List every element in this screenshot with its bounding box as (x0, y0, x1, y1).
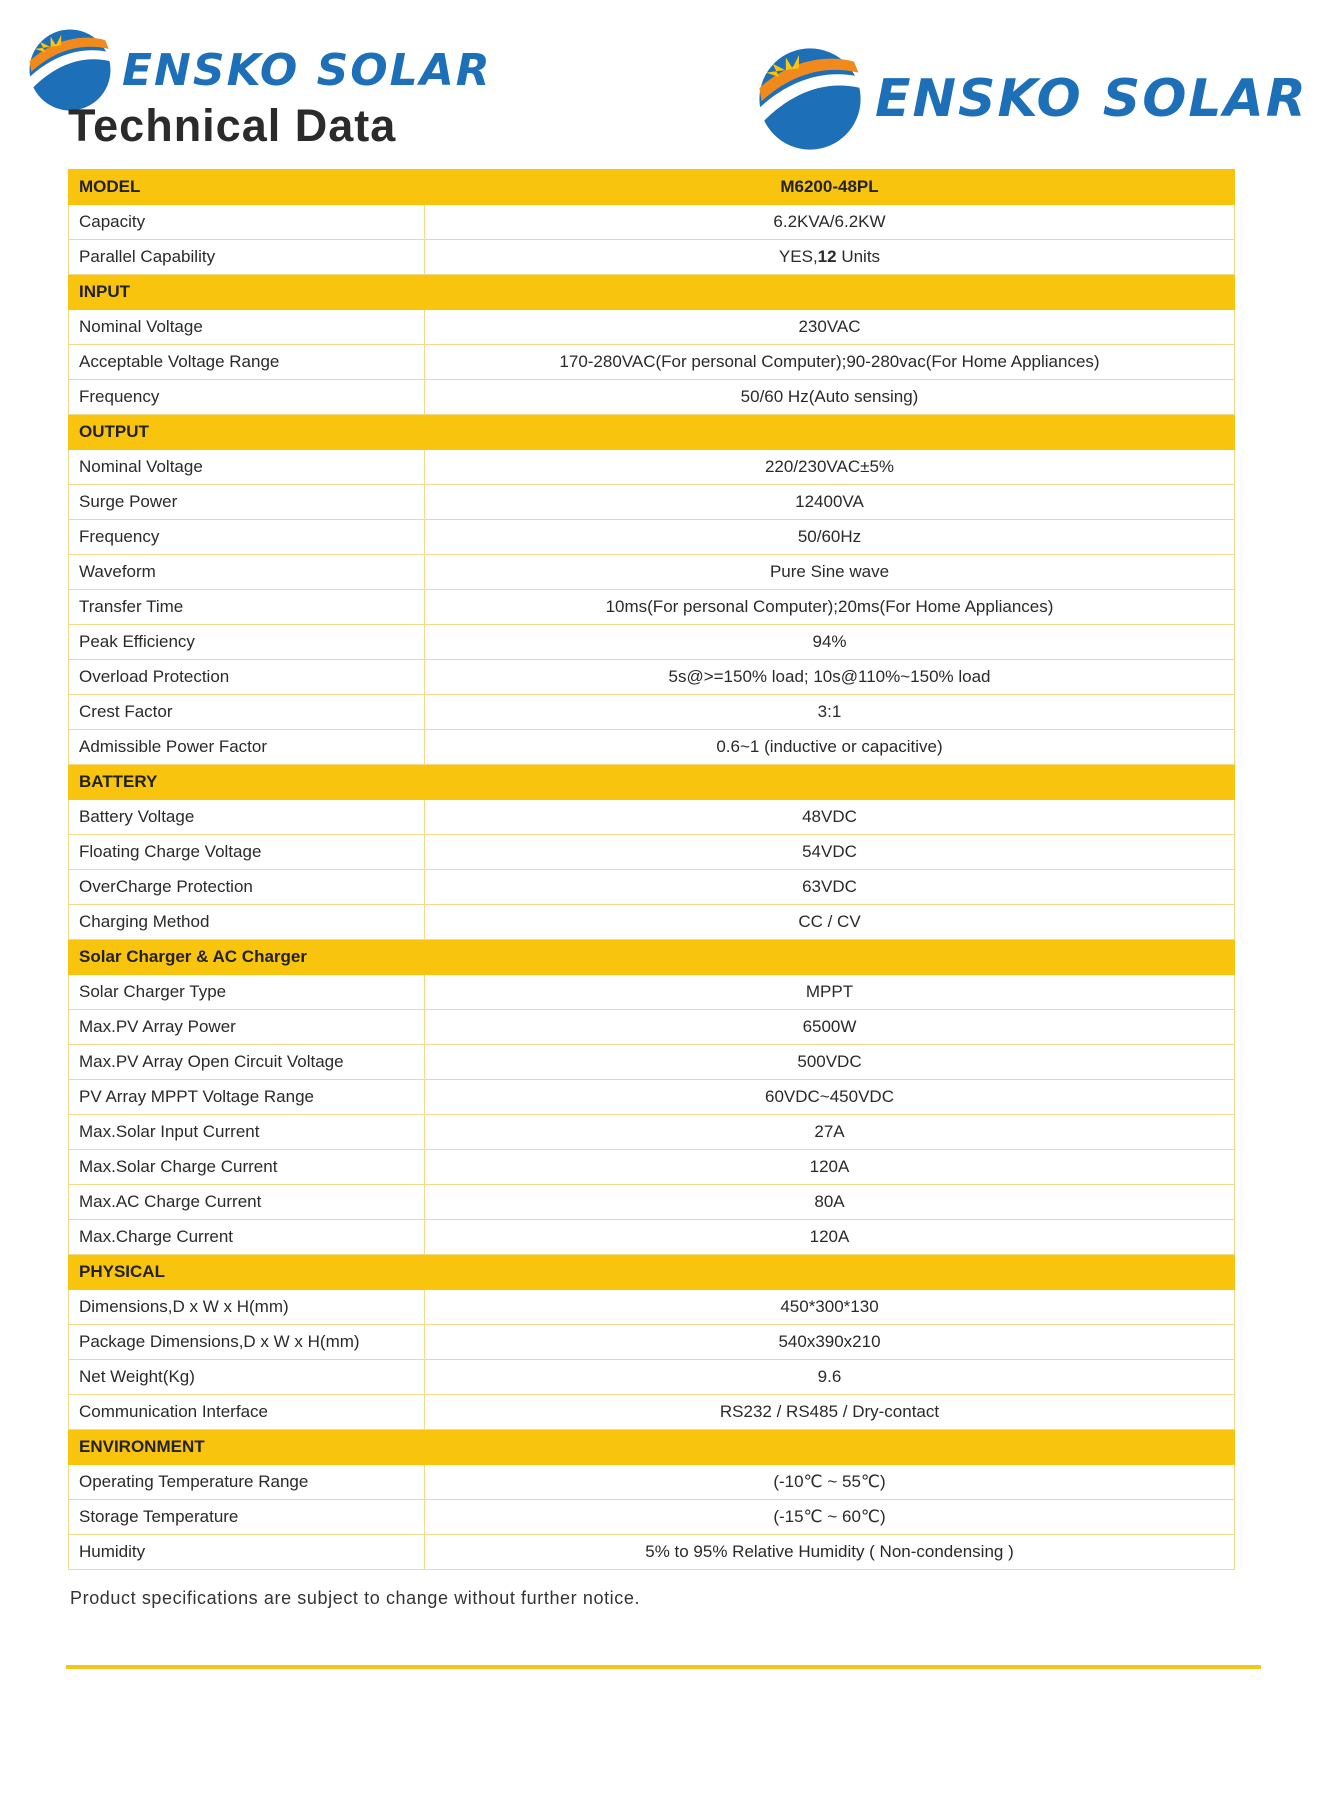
spec-value: MPPT (425, 975, 1235, 1010)
spec-label: OverCharge Protection (69, 870, 425, 905)
spec-value: 50/60Hz (425, 520, 1235, 555)
spec-row (69, 485, 1235, 520)
section-header (69, 415, 1235, 450)
spec-value: 60VDC~450VDC (425, 1080, 1235, 1115)
spec-label: Storage Temperature (69, 1500, 425, 1535)
brand-emblem-icon (755, 44, 865, 154)
spec-label: Admissible Power Factor (69, 730, 425, 765)
spec-table-body (69, 170, 1235, 1570)
section-header (69, 940, 1235, 975)
section-header-fill (425, 415, 1235, 450)
footer-rule (66, 1665, 1261, 1669)
section-header-fill (425, 1255, 1235, 1290)
spec-value: 450*300*130 (425, 1290, 1235, 1325)
section-title: ENVIRONMENT (69, 1430, 425, 1465)
spec-value: 120A (425, 1150, 1235, 1185)
section-header-fill (425, 940, 1235, 975)
spec-label: Max.PV Array Power (69, 1010, 425, 1045)
brand-logo-large (755, 44, 1308, 154)
spec-row (69, 800, 1235, 835)
spec-label: Communication Interface (69, 1395, 425, 1430)
spec-label: Net Weight(Kg) (69, 1360, 425, 1395)
spec-value: 120A (425, 1220, 1235, 1255)
spec-row (69, 1535, 1235, 1570)
spec-label: Acceptable Voltage Range (69, 345, 425, 380)
spec-row (69, 730, 1235, 765)
spec-value: CC / CV (425, 905, 1235, 940)
spec-row (69, 310, 1235, 345)
spec-value: 0.6~1 (inductive or capacitive) (425, 730, 1235, 765)
spec-row (69, 1185, 1235, 1220)
spec-label: Package Dimensions,D x W x H(mm) (69, 1325, 425, 1360)
section-title: BATTERY (69, 765, 425, 800)
spec-label: Max.AC Charge Current (69, 1185, 425, 1220)
spec-row (69, 1290, 1235, 1325)
spec-label: Overload Protection (69, 660, 425, 695)
spec-label: Max.Solar Input Current (69, 1115, 425, 1150)
model-row (69, 170, 1235, 205)
model-value: M6200-48PL (425, 170, 1235, 205)
spec-value: 5% to 95% Relative Humidity ( Non-condensing ) (425, 1535, 1235, 1570)
section-title: PHYSICAL (69, 1255, 425, 1290)
spec-row (69, 1115, 1235, 1150)
spec-label: Nominal Voltage (69, 310, 425, 345)
spec-label: Max.PV Array Open Circuit Voltage (69, 1045, 425, 1080)
spec-row (69, 520, 1235, 555)
spec-row (69, 905, 1235, 940)
section-header (69, 275, 1235, 310)
spec-value: 170-280VAC(For personal Computer);90-280vac(For Home Appliances) (425, 345, 1235, 380)
spec-value: 50/60 Hz(Auto sensing) (425, 380, 1235, 415)
spec-value: 9.6 (425, 1360, 1235, 1395)
spec-row (69, 695, 1235, 730)
spec-label: Crest Factor (69, 695, 425, 730)
page-title: Technical Data (68, 100, 397, 151)
spec-row (69, 450, 1235, 485)
spec-table (68, 169, 1235, 1570)
spec-row (69, 1150, 1235, 1185)
spec-value (425, 240, 1235, 275)
spec-value: 220/230VAC±5% (425, 450, 1235, 485)
spec-value: (-10℃ ~ 55℃) (425, 1465, 1235, 1500)
spec-value: (-15℃ ~ 60℃) (425, 1500, 1235, 1535)
spec-value: 54VDC (425, 835, 1235, 870)
section-header (69, 1255, 1235, 1290)
spec-value-part: 12 (817, 247, 837, 266)
spec-label: Humidity (69, 1535, 425, 1570)
spec-row (69, 835, 1235, 870)
spec-row (69, 205, 1235, 240)
spec-row (69, 380, 1235, 415)
spec-value: 12400VA (425, 485, 1235, 520)
spec-row (69, 1010, 1235, 1045)
spec-value-part: Units (836, 247, 881, 266)
spec-label: Capacity (69, 205, 425, 240)
spec-label: Surge Power (69, 485, 425, 520)
spec-row (69, 1500, 1235, 1535)
spec-value: 27A (425, 1115, 1235, 1150)
spec-label: Floating Charge Voltage (69, 835, 425, 870)
spec-value: 63VDC (425, 870, 1235, 905)
model-label: MODEL (69, 170, 425, 205)
spec-value: 94% (425, 625, 1235, 660)
section-title: Solar Charger & AC Charger (69, 940, 425, 975)
spec-label: Nominal Voltage (69, 450, 425, 485)
brand-wordmark: ENSKO SOLAR (122, 44, 492, 96)
spec-row (69, 345, 1235, 380)
spec-row (69, 975, 1235, 1010)
section-title: INPUT (69, 275, 425, 310)
section-header (69, 765, 1235, 800)
spec-row (69, 1220, 1235, 1255)
spec-label: Waveform (69, 555, 425, 590)
spec-label: Frequency (69, 520, 425, 555)
spec-row (69, 660, 1235, 695)
spec-value: Pure Sine wave (425, 555, 1235, 590)
spec-row (69, 625, 1235, 660)
spec-label: Charging Method (69, 905, 425, 940)
spec-value: RS232 / RS485 / Dry-contact (425, 1395, 1235, 1430)
spec-label: Parallel Capability (69, 240, 425, 275)
spec-label: Max.Solar Charge Current (69, 1150, 425, 1185)
section-header-fill (425, 275, 1235, 310)
spec-value-part: YES, (778, 247, 818, 266)
spec-row (69, 1395, 1235, 1430)
spec-value: 80A (425, 1185, 1235, 1220)
spec-row (69, 240, 1235, 275)
spec-row (69, 870, 1235, 905)
spec-label: Transfer Time (69, 590, 425, 625)
section-header-fill (425, 1430, 1235, 1465)
spec-value: 5s@>=150% load; 10s@110%~150% load (425, 660, 1235, 695)
spec-label: Battery Voltage (69, 800, 425, 835)
spec-value: 6500W (425, 1010, 1235, 1045)
spec-row (69, 555, 1235, 590)
spec-row (69, 1045, 1235, 1080)
spec-row (69, 1465, 1235, 1500)
spec-row (69, 590, 1235, 625)
spec-value: 6.2KVA/6.2KW (425, 205, 1235, 240)
spec-row (69, 1080, 1235, 1115)
section-header (69, 1430, 1235, 1465)
spec-label: Dimensions,D x W x H(mm) (69, 1290, 425, 1325)
section-header-fill (425, 765, 1235, 800)
spec-label: Operating Temperature Range (69, 1465, 425, 1500)
spec-label: Solar Charger Type (69, 975, 425, 1010)
spec-value: 48VDC (425, 800, 1235, 835)
spec-value: 3:1 (425, 695, 1235, 730)
spec-value: 500VDC (425, 1045, 1235, 1080)
spec-label: Frequency (69, 380, 425, 415)
spec-label: PV Array MPPT Voltage Range (69, 1080, 425, 1115)
spec-value: 10ms(For personal Computer);20ms(For Home Appliances) (425, 590, 1235, 625)
spec-row (69, 1325, 1235, 1360)
disclaimer-note: Product specifications are subject to change without further notice. (70, 1588, 641, 1608)
spec-value: 230VAC (425, 310, 1235, 345)
section-title: OUTPUT (69, 415, 425, 450)
spec-value: 540x390x210 (425, 1325, 1235, 1360)
brand-wordmark: ENSKO SOLAR (875, 69, 1308, 129)
spec-label: Max.Charge Current (69, 1220, 425, 1255)
spec-row (69, 1360, 1235, 1395)
spec-label: Peak Efficiency (69, 625, 425, 660)
